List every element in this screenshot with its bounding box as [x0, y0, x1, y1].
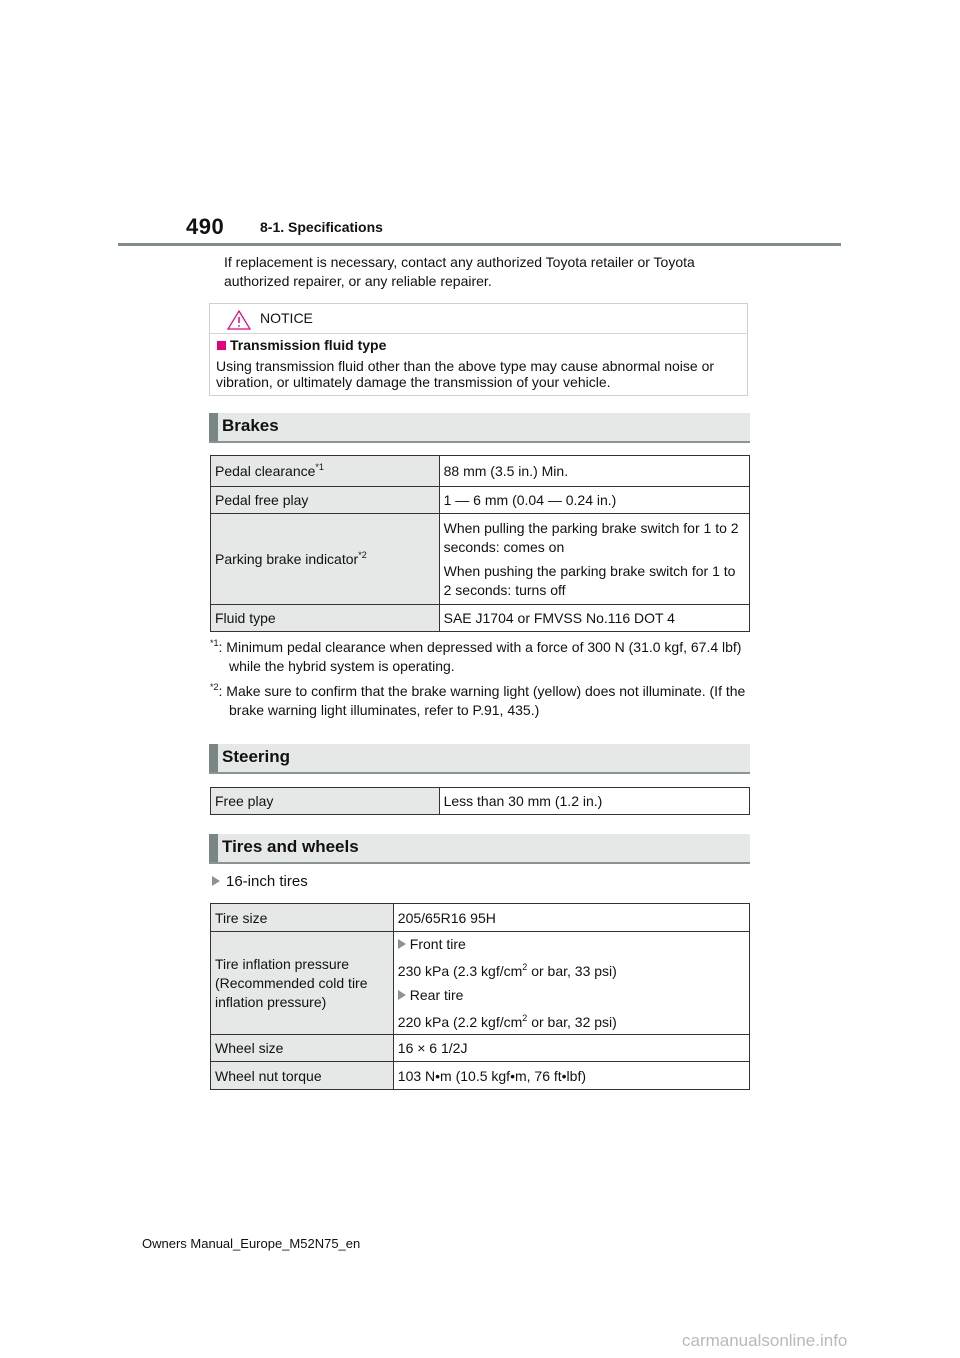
table-row: Tire size 205/65R16 95H: [211, 904, 750, 932]
tires-heading: Tires and wheels: [209, 834, 750, 864]
page-number: 490: [186, 214, 225, 239]
footnote-1: $^{*1}$: Minimum pedal clearance when depressed with a force of 300 N (31.0 kgf, 67.4 lbf) while the hybrid system is operating.: [210, 638, 742, 674]
table-row: Free play Less than 30 mm (1.2 in.): [211, 788, 750, 815]
warning-triangle-icon: [226, 309, 252, 331]
triangle-bullet-icon: [398, 939, 406, 949]
table-row: Wheel size 16 × 6 1/2J: [211, 1035, 750, 1062]
table-row: Pedal clearance$^{*1}$ 88 mm (3.5 in.) Min.: [211, 456, 750, 487]
triangle-bullet-icon: [212, 876, 220, 886]
table-row: Parking brake indicator$^{*2}$ When pulling the parking brake switch for 1 to 2 seconds: comes on When pushing the parking brake switch for 1 to 2 seconds: turns off: [211, 514, 750, 605]
notice-subheading: Transmission fluid type: [216, 337, 741, 353]
footer-text: Owners Manual_Europe_M52N75_en: [142, 1236, 361, 1251]
table-row: Pedal free play 1 — 6 mm (0.04 — 0.24 in.): [211, 487, 750, 514]
table-row: Tire inflation pressure (Recommended cold tire inflation pressure) Front tire 230 kPa (2.3 kgf/$cm^2$ or bar, 33 psi) Rear tire 220 kPa (2.2 kgf/$cm^2$ or bar, 32 psi): [211, 932, 750, 1035]
steering-heading: Steering: [209, 744, 750, 774]
tires-subheading: 16-inch tires: [212, 873, 308, 890]
table-row: Fluid type SAE J1704 or FMVSS No.116 DOT 4: [211, 605, 750, 632]
triangle-bullet-icon: [398, 990, 406, 1000]
intro-text: If replacement is necessary, contact any authorized Toyota retailer or Toyota authorized repairer, or any reliable repairer.: [224, 254, 695, 289]
notice-text: Using transmission fluid other than the above type may cause abnormal noise or vibration, or ultimately damage the transmission of your vehicle.: [216, 358, 715, 390]
section-title: 8-1. Specifications: [260, 219, 383, 235]
watermark: carmanualsonline.info: [682, 1331, 848, 1350]
notice-title: NOTICE: [260, 310, 313, 326]
notice-box: [209, 303, 748, 396]
brakes-table: [210, 455, 750, 632]
tires-table: [210, 903, 750, 1090]
table-row: Wheel nut torque 103 N•m (10.5 kgf•m, 76 ft•lbf): [211, 1062, 750, 1090]
notice-header: [210, 304, 747, 334]
header-rule: [118, 243, 841, 246]
steering-table: [210, 787, 750, 815]
bullet-square-icon: [217, 341, 226, 350]
brakes-heading: Brakes: [209, 413, 750, 443]
footnote-2: $^{*2}$: Make sure to confirm that the brake warning light (yellow) does not illuminate. (If the brake warning light illuminates, refer to P.91, 435.): [210, 682, 746, 718]
